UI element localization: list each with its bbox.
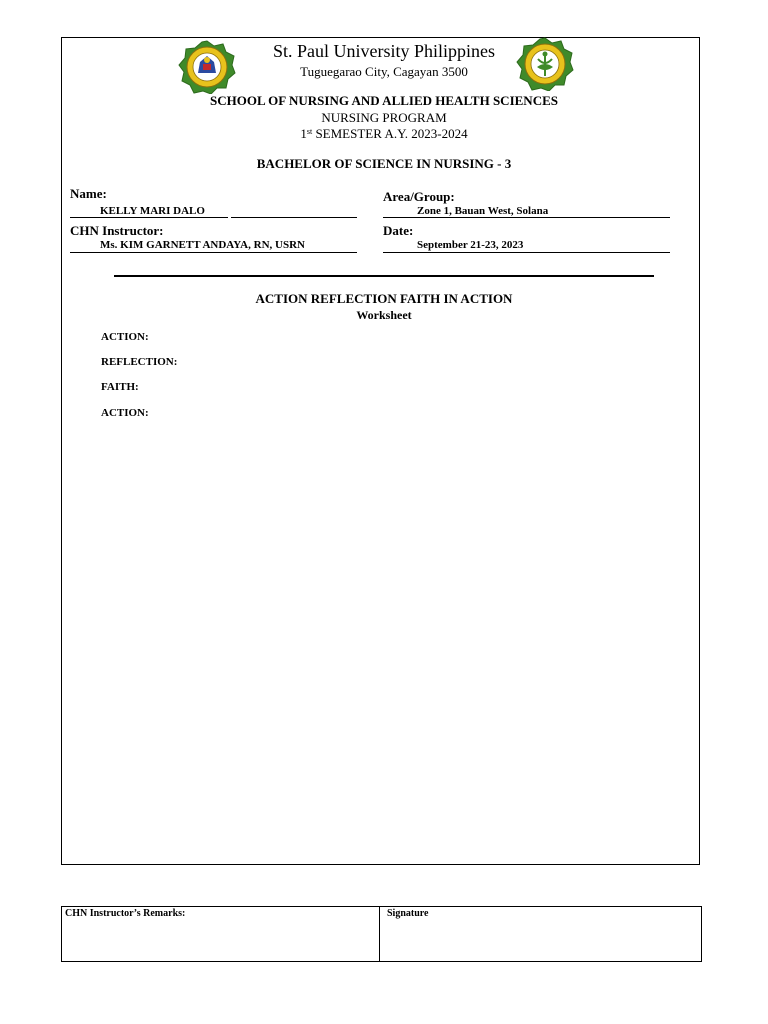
- semester-number: 1: [300, 126, 307, 141]
- program-name: NURSING PROGRAM: [321, 110, 447, 125]
- name-underline-left: [70, 217, 228, 218]
- university-name: St. Paul University Philippines: [272, 41, 495, 61]
- remarks-label: CHN Instructor’s Remarks:: [65, 908, 186, 919]
- reflection-label: REFLECTION:: [101, 356, 178, 368]
- semester-text: SEMESTER A.Y. 2023-2024: [312, 126, 468, 141]
- worksheet-title: ACTION REFLECTION FAITH IN ACTION: [255, 291, 513, 306]
- semester-line: [0, 126, 768, 142]
- date-value: September 21-23, 2023: [417, 239, 524, 251]
- worksheet-subtitle: Worksheet: [356, 308, 412, 322]
- section-divider: [114, 275, 654, 277]
- date-label: Date:: [383, 223, 414, 238]
- area-group-underline: [383, 217, 670, 218]
- instructor-value: Ms. KIM GARNETT ANDAYA, RN, USRN: [100, 239, 305, 251]
- instructor-underline: [70, 252, 357, 253]
- date-underline: [383, 252, 670, 253]
- faith-label: FAITH:: [101, 381, 139, 393]
- school-name: SCHOOL OF NURSING AND ALLIED HEALTH SCIENCES: [210, 93, 558, 108]
- university-address: Tuguegarao City, Cagayan 3500: [300, 64, 468, 79]
- signature-label: Signature: [387, 908, 429, 919]
- area-group-value: Zone 1, Bauan West, Solana: [417, 205, 549, 217]
- name-value: KELLY MARI DALO: [100, 205, 205, 217]
- action-label: ACTION:: [101, 331, 149, 343]
- remarks-cell: [62, 907, 380, 961]
- instructor-label: CHN Instructor:: [70, 223, 164, 238]
- degree-title: BACHELOR OF SCIENCE IN NURSING - 3: [256, 156, 512, 171]
- semester-ordinal: st: [306, 127, 313, 136]
- name-underline-right: [231, 217, 357, 218]
- signature-cell: [380, 907, 701, 961]
- area-group-label: Area/Group:: [383, 189, 455, 204]
- remarks-table: [61, 906, 702, 962]
- name-label: Name:: [70, 186, 107, 201]
- action-label-second: ACTION:: [101, 407, 149, 419]
